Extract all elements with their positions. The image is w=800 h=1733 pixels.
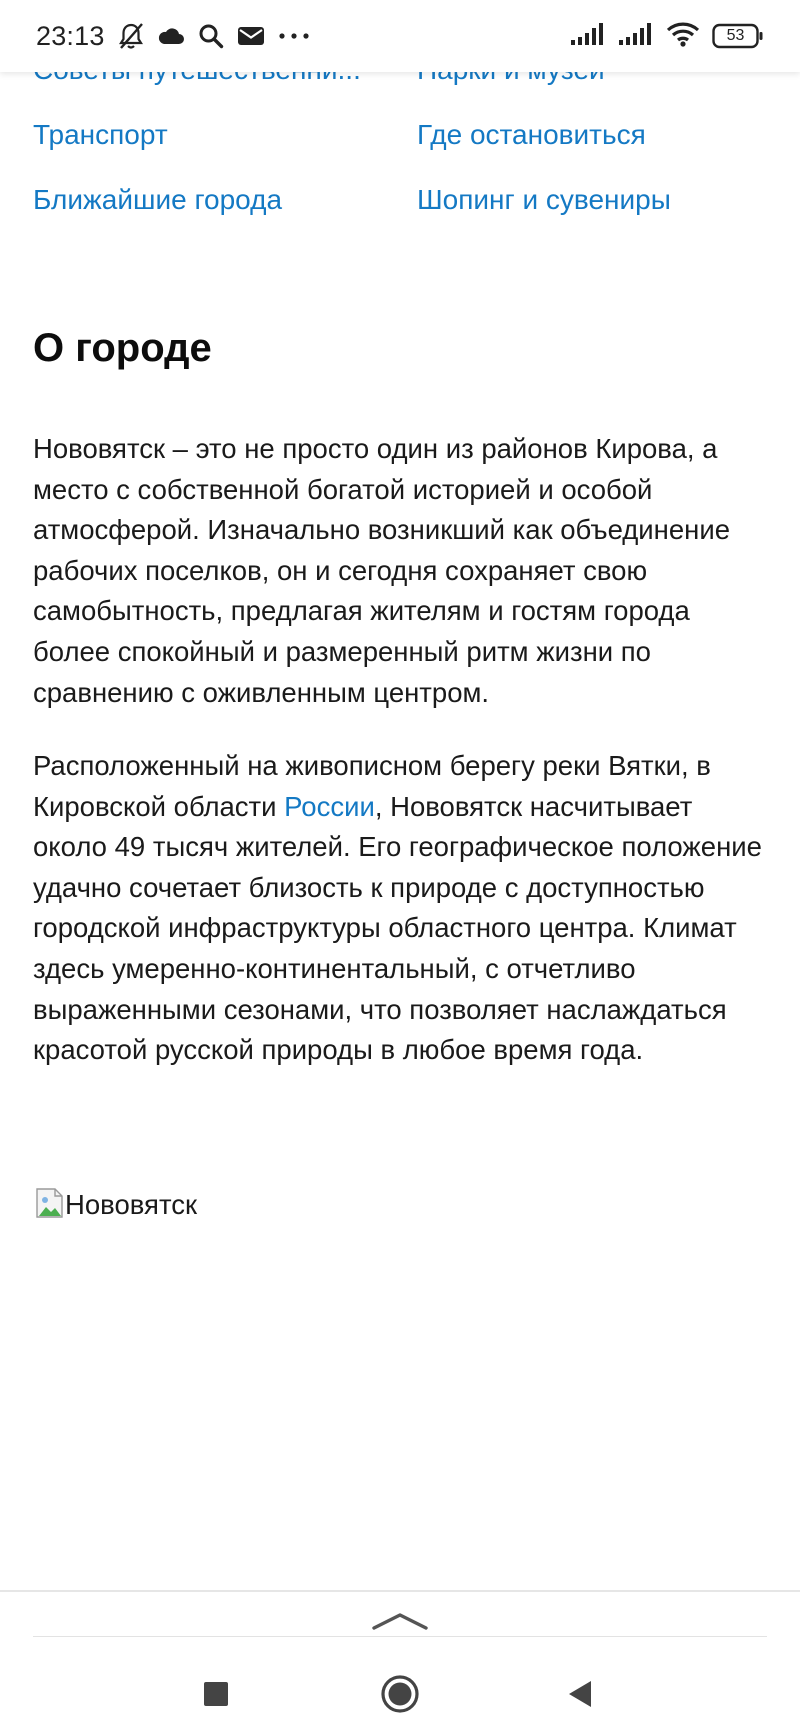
more-icon bbox=[277, 22, 311, 50]
link-transport[interactable]: Транспорт bbox=[33, 119, 168, 150]
paragraph-text: , Нововятск насчитывает около 49 тысяч жителей. Его географическое положение удачно сочетает близость к природе с доступностью городской инфраструктуры областного центра. Климат здесь умеренно-континентальный, с отчетливо выраженными сезонами, что позволяет наслаждаться красотой русской природы в любое время года. bbox=[33, 790, 762, 1066]
battery-level: 53 bbox=[726, 27, 745, 44]
home-nav-icon[interactable] bbox=[378, 1672, 422, 1716]
signal-icon bbox=[618, 22, 654, 51]
search-icon bbox=[197, 22, 225, 50]
wifi-icon bbox=[666, 21, 700, 52]
link-shopping-souvenirs[interactable]: Шопинг и сувениры bbox=[417, 184, 671, 215]
battery-icon bbox=[712, 23, 764, 49]
square-nav-icon[interactable] bbox=[194, 1672, 238, 1716]
paragraph-text: Расположенный на живописном берегу реки Вятки, в Кировской области bbox=[33, 750, 711, 822]
links-row bbox=[33, 184, 773, 249]
link-russia[interactable]: России bbox=[284, 790, 375, 822]
link-nearby-cities[interactable]: Ближайшие города bbox=[33, 184, 283, 215]
signal-icon bbox=[570, 22, 606, 51]
section-title: О городе bbox=[33, 326, 212, 370]
back-nav-icon[interactable] bbox=[558, 1672, 602, 1716]
links-row bbox=[33, 119, 773, 184]
status-time: 23:13 bbox=[36, 20, 105, 51]
status-bar bbox=[0, 0, 800, 72]
bell-muted-icon bbox=[117, 22, 145, 50]
link-where-to-stay[interactable]: Где остановиться bbox=[417, 119, 646, 150]
about-paragraph-1: Нововятск – это не просто один из районов Кирова, а место с собственной богатой историей и особой атмосферой. Изначально возникший как объединение рабочих поселков, он и сегодня сохраняет свою самобытность, предлагая жителям и гостям города более спокойный и размеренный ритм жизни по сравнению с оживленным центром. bbox=[33, 433, 730, 708]
broken-image-icon bbox=[33, 1186, 67, 1220]
city-image bbox=[33, 1186, 197, 1220]
chevron-up-icon[interactable] bbox=[372, 1610, 428, 1632]
about-paragraph-2 bbox=[33, 746, 773, 1071]
cloud-icon bbox=[157, 22, 185, 50]
image-alt-text: Нововятск bbox=[65, 1189, 198, 1220]
quick-links bbox=[33, 54, 773, 249]
divider bbox=[33, 1636, 767, 1637]
mail-icon bbox=[237, 22, 265, 50]
bottom-bar bbox=[0, 1590, 800, 1733]
